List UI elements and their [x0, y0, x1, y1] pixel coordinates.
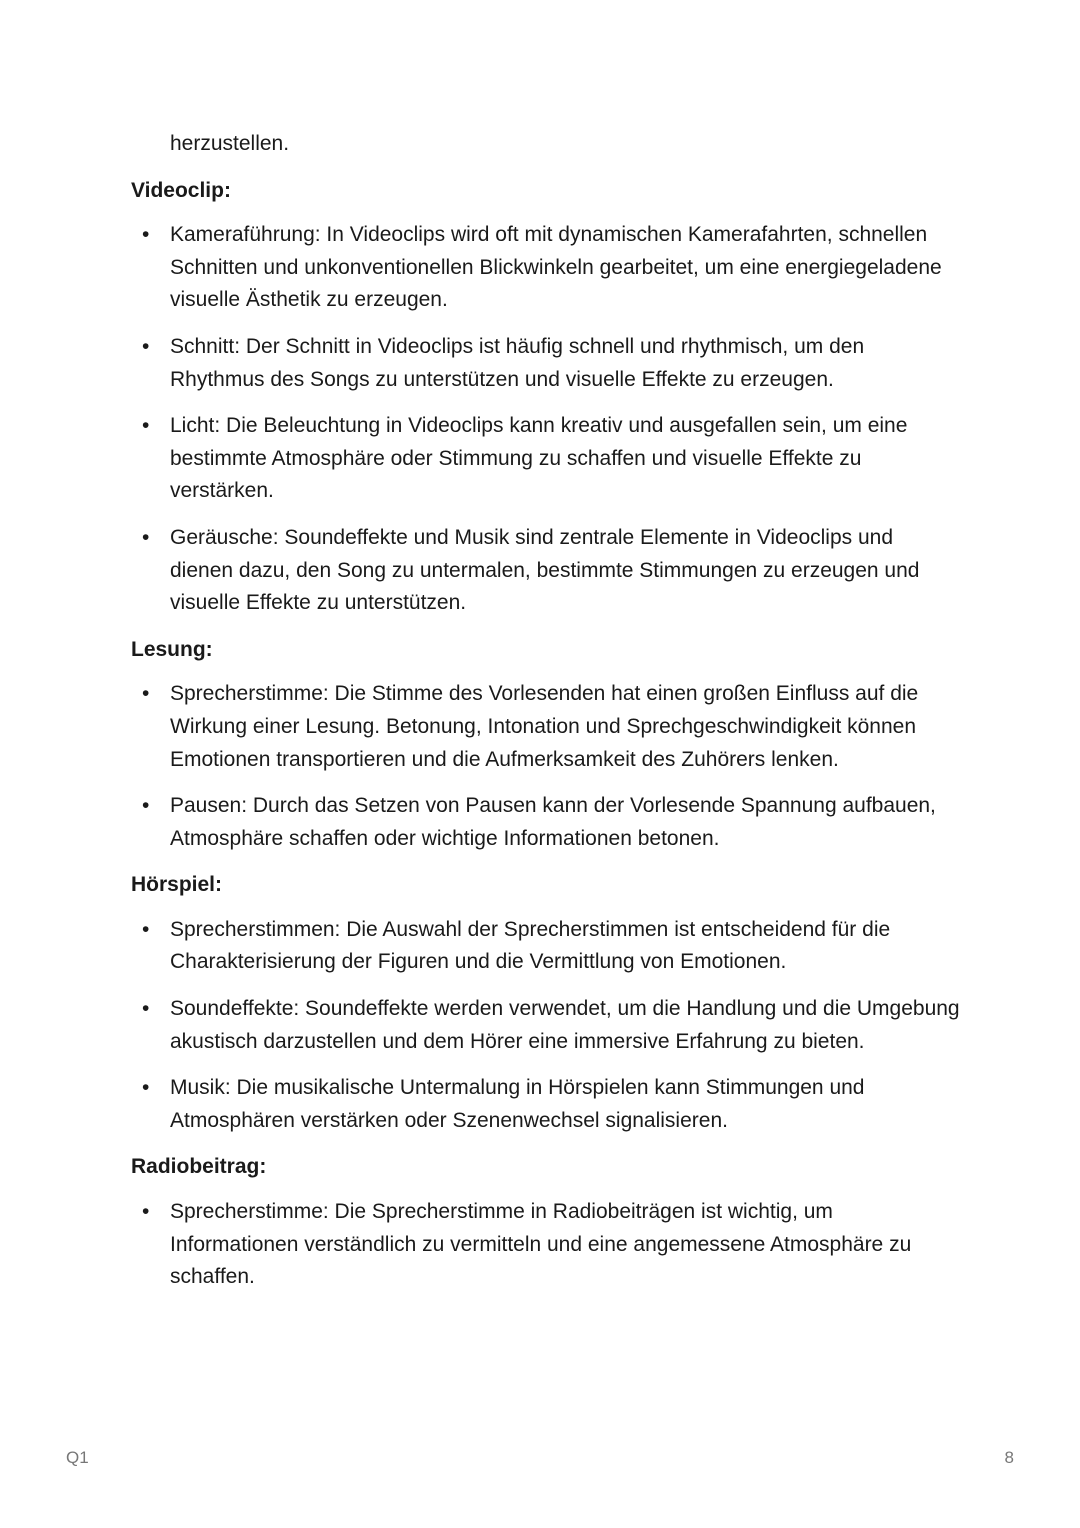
bullet-list [131, 678, 961, 855]
section-videoclip [131, 175, 961, 620]
bullet-icon: • [142, 997, 150, 1021]
list-item-text: Licht: Die Beleuchtung in Videoclips kann kreativ und ausgefallen sein, um eine bestimmte Atmosphäre oder Stimmung zu schaffen und visuelle Effekte zu verstärken. [170, 414, 908, 503]
continued-text: herzustellen. [170, 132, 290, 155]
list-item-text: Pausen: Durch das Setzen von Pausen kann der Vorlesende Spannung aufbauen, Atmosphäre schaffen oder wichtige Informationen betonen. [170, 794, 936, 850]
list-item-text: Sprecherstimme: Die Sprecherstimme in Radiobeiträgen ist wichtig, um Informationen verständlich zu vermitteln und eine angemessene Atmosphäre zu schaffen. [170, 1200, 912, 1289]
list-item-text: Musik: Die musikalische Untermalung in Hörspielen kann Stimmungen und Atmosphären verstärken oder Szenenwechsel signalisieren. [170, 1076, 865, 1132]
list-item-text: Soundeffekte: Soundeffekte werden verwendet, um die Handlung und die Umgebung akustisch darzustellen und dem Hörer eine immersive Erfahrung zu bieten. [170, 997, 960, 1053]
bullet-icon: • [142, 794, 150, 818]
section-heading: Hörspiel: [131, 873, 223, 897]
footer-label: Q1 [66, 1448, 89, 1467]
list-item [131, 1196, 961, 1294]
list-item [131, 219, 961, 317]
list-item [131, 1072, 961, 1137]
section-heading: Lesung: [131, 637, 213, 661]
section-heading: Videoclip: [131, 178, 231, 202]
section-heading: Radiobeitrag: [131, 1155, 267, 1179]
list-item [131, 678, 961, 776]
section-lesung [131, 634, 961, 856]
bullet-list [131, 914, 961, 1138]
bullet-icon: • [142, 1200, 150, 1224]
bullet-icon: • [142, 1076, 150, 1100]
page-number: 8 [1004, 1448, 1014, 1467]
list-item-text: Sprecherstimmen: Die Auswahl der Sprecherstimmen ist entscheidend für die Charakterisierung der Figuren und die Vermittlung von Emotionen. [170, 917, 891, 974]
section-hoerspiel [131, 869, 961, 1137]
list-item [131, 331, 961, 396]
bullet-icon: • [142, 414, 150, 438]
bullet-icon: • [142, 223, 150, 247]
list-item [131, 914, 961, 979]
list-item [131, 410, 961, 508]
list-item-text: Geräusche: Soundeffekte und Musik sind zentrale Elemente in Videoclips und dienen dazu, den Song zu untermalen, bestimmte Stimmungen zu erzeugen und visuelle Effekte zu unterstützen. [170, 525, 920, 615]
bullet-icon: • [142, 917, 150, 941]
page-content [131, 128, 961, 1308]
list-item [131, 790, 961, 855]
bullet-icon: • [142, 682, 150, 706]
list-item-text: Sprecherstimme: Die Stimme des Vorlesenden hat einen großen Einfluss auf die Wirkung einer Lesung. Betonung, Intonation und Sprechgeschwindigkeit können Emotionen transportieren und die Aufmerksamkeit des Zuhörers lenken. [170, 682, 919, 771]
section-radiobeitrag [131, 1151, 961, 1293]
bullet-list [131, 219, 961, 620]
bullet-icon: • [142, 334, 150, 358]
list-item-text: Kameraführung: In Videoclips wird oft mit dynamischen Kamerafahrten, schnellen Schnitten und unkonventionellen Blickwinkeln gearbeitet, um eine energiegeladene visuelle Ästhetik zu erzeugen. [170, 223, 942, 312]
list-item [131, 993, 961, 1058]
list-item [131, 522, 961, 620]
list-item-text: Schnitt: Der Schnitt in Videoclips ist häufig schnell und rhythmisch, um den Rhythmus des Songs zu unterstützen und visuelle Effekte zu erzeugen. [170, 334, 865, 391]
bullet-list [131, 1196, 961, 1294]
bullet-icon: • [142, 525, 150, 549]
